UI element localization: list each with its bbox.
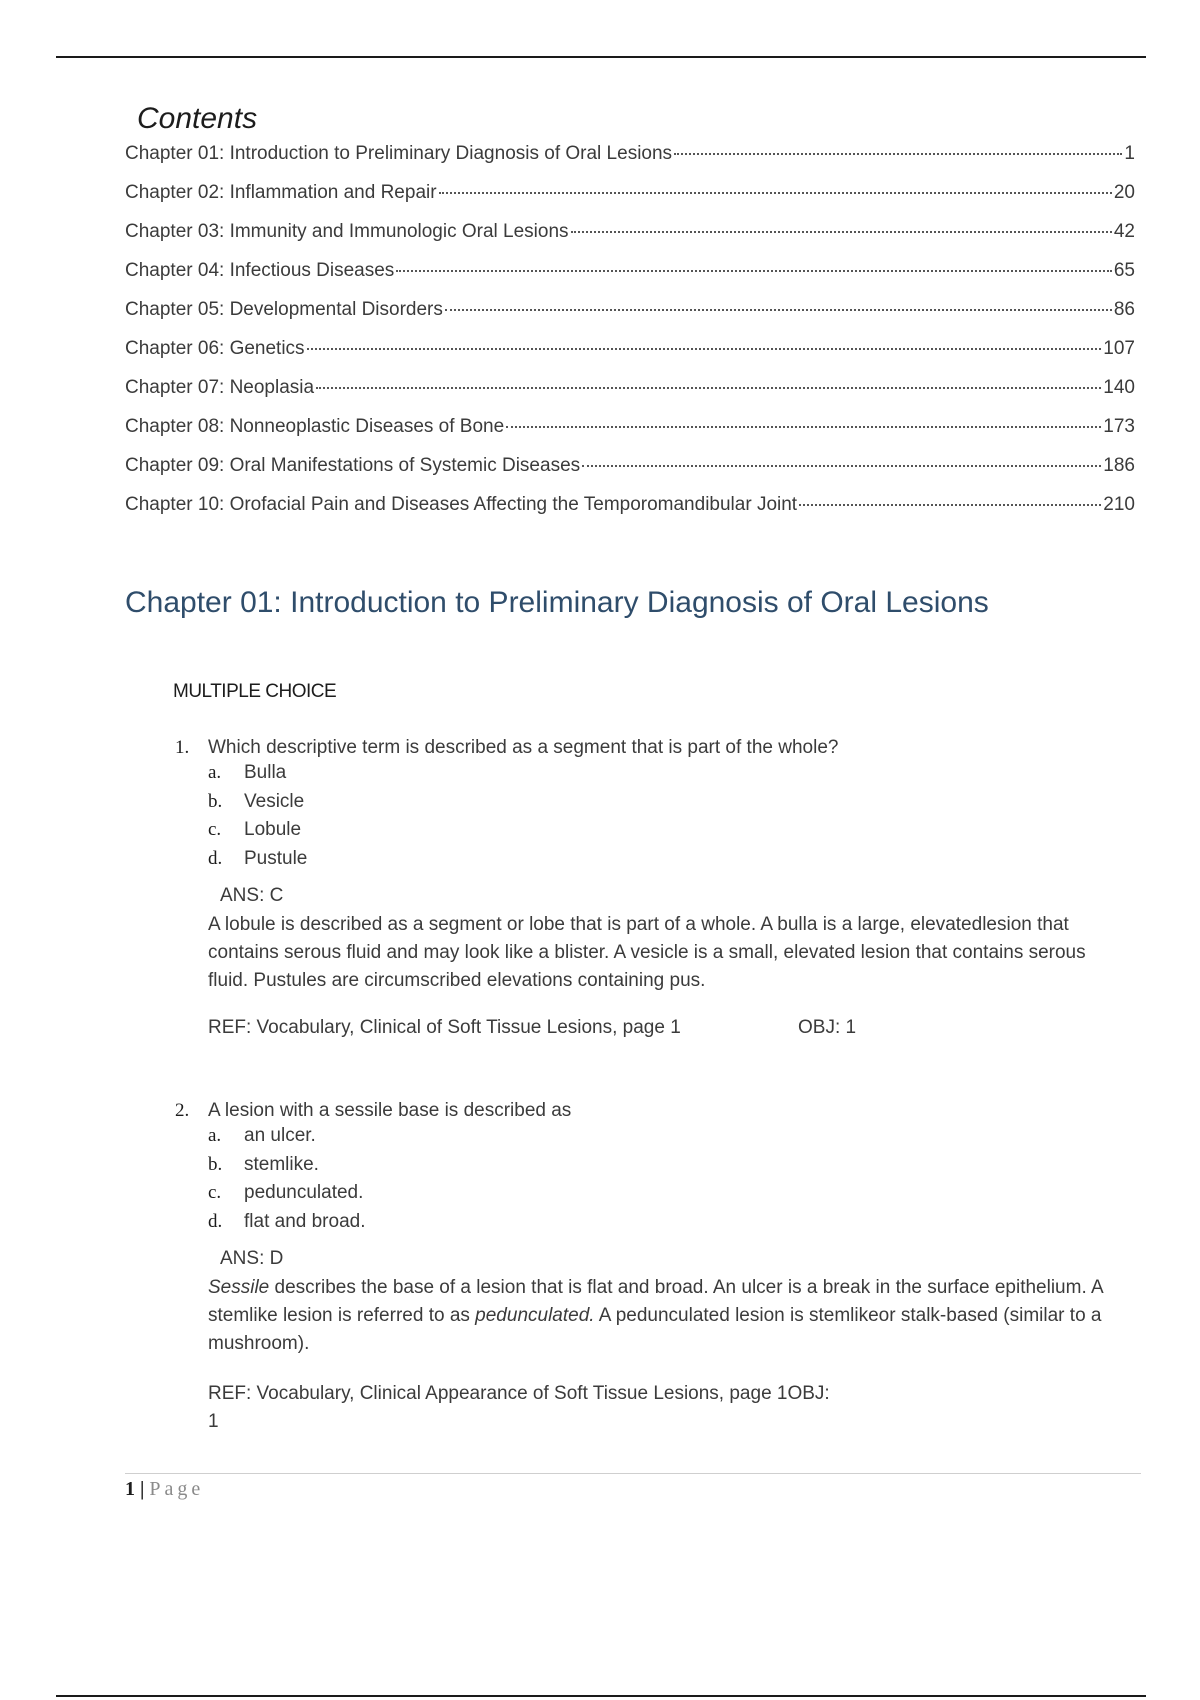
question-stem bbox=[175, 1100, 1115, 1122]
toc-entry[interactable] bbox=[125, 143, 1135, 182]
toc-entry-page: 210 bbox=[1103, 494, 1135, 515]
toc-entry-title: Chapter 07: Neoplasia bbox=[125, 377, 315, 398]
toc-leader bbox=[439, 192, 1112, 194]
toc-entry[interactable] bbox=[125, 338, 1135, 377]
page-footer bbox=[125, 1478, 204, 1501]
answer-option bbox=[208, 1179, 1115, 1208]
objective: 1 bbox=[208, 1411, 219, 1432]
toc-entry[interactable] bbox=[125, 182, 1135, 221]
option-text: Bulla bbox=[244, 762, 287, 784]
toc-entry[interactable] bbox=[125, 455, 1135, 494]
objective: OBJ: 1 bbox=[798, 1017, 857, 1038]
toc-entry-page: 86 bbox=[1113, 299, 1135, 320]
rationale-emphasis: Sessile bbox=[208, 1277, 270, 1298]
answer-key: ANS: C bbox=[220, 885, 284, 906]
rationale-text: describes the base of a lesion that is flat and broad. An ulcer is a break in the surface epithelium. A stemlike lesion is referred to as bbox=[208, 1277, 1103, 1326]
option-letter: d. bbox=[208, 1210, 223, 1232]
footer-page-word: Page bbox=[149, 1478, 205, 1500]
toc-entry-title: Chapter 09: Oral Manifestations of Systemic Diseases bbox=[125, 455, 581, 476]
toc-entry-page: 1 bbox=[1124, 143, 1135, 164]
option-text: Vesicle bbox=[244, 790, 305, 812]
toc-leader bbox=[445, 309, 1112, 311]
option-letter: b. bbox=[208, 790, 223, 812]
toc-leader bbox=[799, 504, 1101, 506]
footer-separator: | bbox=[140, 1478, 145, 1500]
answer-option bbox=[208, 759, 1115, 788]
footer-rule bbox=[125, 1473, 1141, 1474]
toc-entry[interactable] bbox=[125, 299, 1135, 338]
toc-entry-title: Chapter 05: Developmental Disorders bbox=[125, 299, 443, 320]
toc-leader bbox=[571, 231, 1112, 233]
toc-leader bbox=[396, 270, 1112, 272]
option-letter: d. bbox=[208, 847, 223, 869]
option-letter: c. bbox=[208, 819, 222, 841]
answer-key: ANS: D bbox=[220, 1248, 284, 1269]
toc-entry-title: Chapter 06: Genetics bbox=[125, 338, 305, 359]
reference-line bbox=[208, 1380, 1115, 1436]
bottom-rule bbox=[56, 1695, 1146, 1697]
toc-entry-title: Chapter 03: Immunity and Immunologic Oral Lesions bbox=[125, 221, 569, 242]
option-letter: a. bbox=[208, 1125, 222, 1147]
toc-entry-page: 186 bbox=[1103, 455, 1135, 476]
question-text: A lesion with a sessile base is described as bbox=[208, 1100, 572, 1121]
reference: REF: Vocabulary, Clinical Appearance of Soft Tissue Lesions, page 1OBJ: bbox=[208, 1383, 830, 1404]
toc-entry-title: Chapter 10: Orofacial Pain and Diseases Affecting the Temporomandibular Joint bbox=[125, 494, 798, 515]
answer-option bbox=[208, 1122, 1115, 1151]
answer-option bbox=[208, 816, 1115, 845]
option-letter: a. bbox=[208, 762, 222, 784]
table-of-contents bbox=[125, 143, 1135, 533]
reference-line bbox=[208, 1017, 1115, 1039]
question-stem bbox=[175, 737, 1115, 759]
toc-entry-page: 42 bbox=[1113, 221, 1135, 242]
toc-leader bbox=[307, 348, 1102, 350]
question-1 bbox=[175, 737, 1115, 1039]
footer-page-number: 1 bbox=[125, 1478, 135, 1500]
rationale-text: A pedunculated lesion is stemlikeor stalk-based (similar to a mushroom). bbox=[208, 1305, 1102, 1354]
option-text: Pustule bbox=[244, 847, 308, 869]
chapter-heading: Chapter 01: Introduction to Preliminary Diagnosis of Oral Lesions bbox=[125, 586, 989, 619]
toc-entry-page: 173 bbox=[1103, 416, 1135, 437]
toc-entry[interactable] bbox=[125, 494, 1135, 533]
answer-option bbox=[208, 845, 1115, 874]
question-text: Which descriptive term is described as a segment that is part of the whole? bbox=[208, 737, 839, 758]
rationale bbox=[208, 1274, 1115, 1358]
toc-entry[interactable] bbox=[125, 377, 1135, 416]
question-2 bbox=[175, 1100, 1115, 1436]
toc-entry[interactable] bbox=[125, 260, 1135, 299]
toc-leader bbox=[506, 426, 1101, 428]
answer-option bbox=[208, 1151, 1115, 1180]
question-number: 2. bbox=[175, 1100, 190, 1121]
toc-entry[interactable] bbox=[125, 416, 1135, 455]
option-text: an ulcer. bbox=[244, 1125, 316, 1147]
answer-option bbox=[208, 788, 1115, 817]
toc-entry-title: Chapter 08: Nonneoplastic Diseases of Bone bbox=[125, 416, 505, 437]
option-letter: c. bbox=[208, 1182, 222, 1204]
reference: REF: Vocabulary, Clinical of Soft Tissue Lesions, page 1 bbox=[208, 1017, 681, 1038]
rationale-emphasis: pedunculated. bbox=[475, 1305, 595, 1326]
top-rule bbox=[56, 56, 1146, 58]
rationale: A lobule is described as a segment or lobe that is part of a whole. A bulla is a large, elevatedlesion that contains serous fluid and may look like a blister. A vesicle is a small, elevated lesion that contains serous fluid. Pustules are circumscribed elevations containing pus. bbox=[208, 914, 1086, 991]
question-number: 1. bbox=[175, 737, 190, 758]
option-text: pedunculated. bbox=[244, 1182, 364, 1204]
toc-entry-page: 65 bbox=[1113, 260, 1135, 281]
toc-entry-page: 140 bbox=[1103, 377, 1135, 398]
toc-title: Contents bbox=[137, 102, 258, 135]
option-letter: b. bbox=[208, 1153, 223, 1175]
toc-entry-page: 107 bbox=[1103, 338, 1135, 359]
answer-option bbox=[208, 1208, 1115, 1237]
option-text: stemlike. bbox=[244, 1153, 319, 1175]
section-label: MULTIPLE CHOICE bbox=[173, 681, 337, 702]
toc-leader bbox=[582, 465, 1101, 467]
option-text: flat and broad. bbox=[244, 1210, 366, 1232]
toc-leader bbox=[674, 153, 1122, 155]
toc-entry[interactable] bbox=[125, 221, 1135, 260]
option-text: Lobule bbox=[244, 819, 302, 841]
toc-entry-title: Chapter 01: Introduction to Preliminary Diagnosis of Oral Lesions bbox=[125, 143, 673, 164]
toc-leader bbox=[316, 387, 1101, 389]
toc-entry-title: Chapter 04: Infectious Diseases bbox=[125, 260, 395, 281]
toc-entry-page: 20 bbox=[1113, 182, 1135, 203]
toc-entry-title: Chapter 02: Inflammation and Repair bbox=[125, 182, 437, 203]
